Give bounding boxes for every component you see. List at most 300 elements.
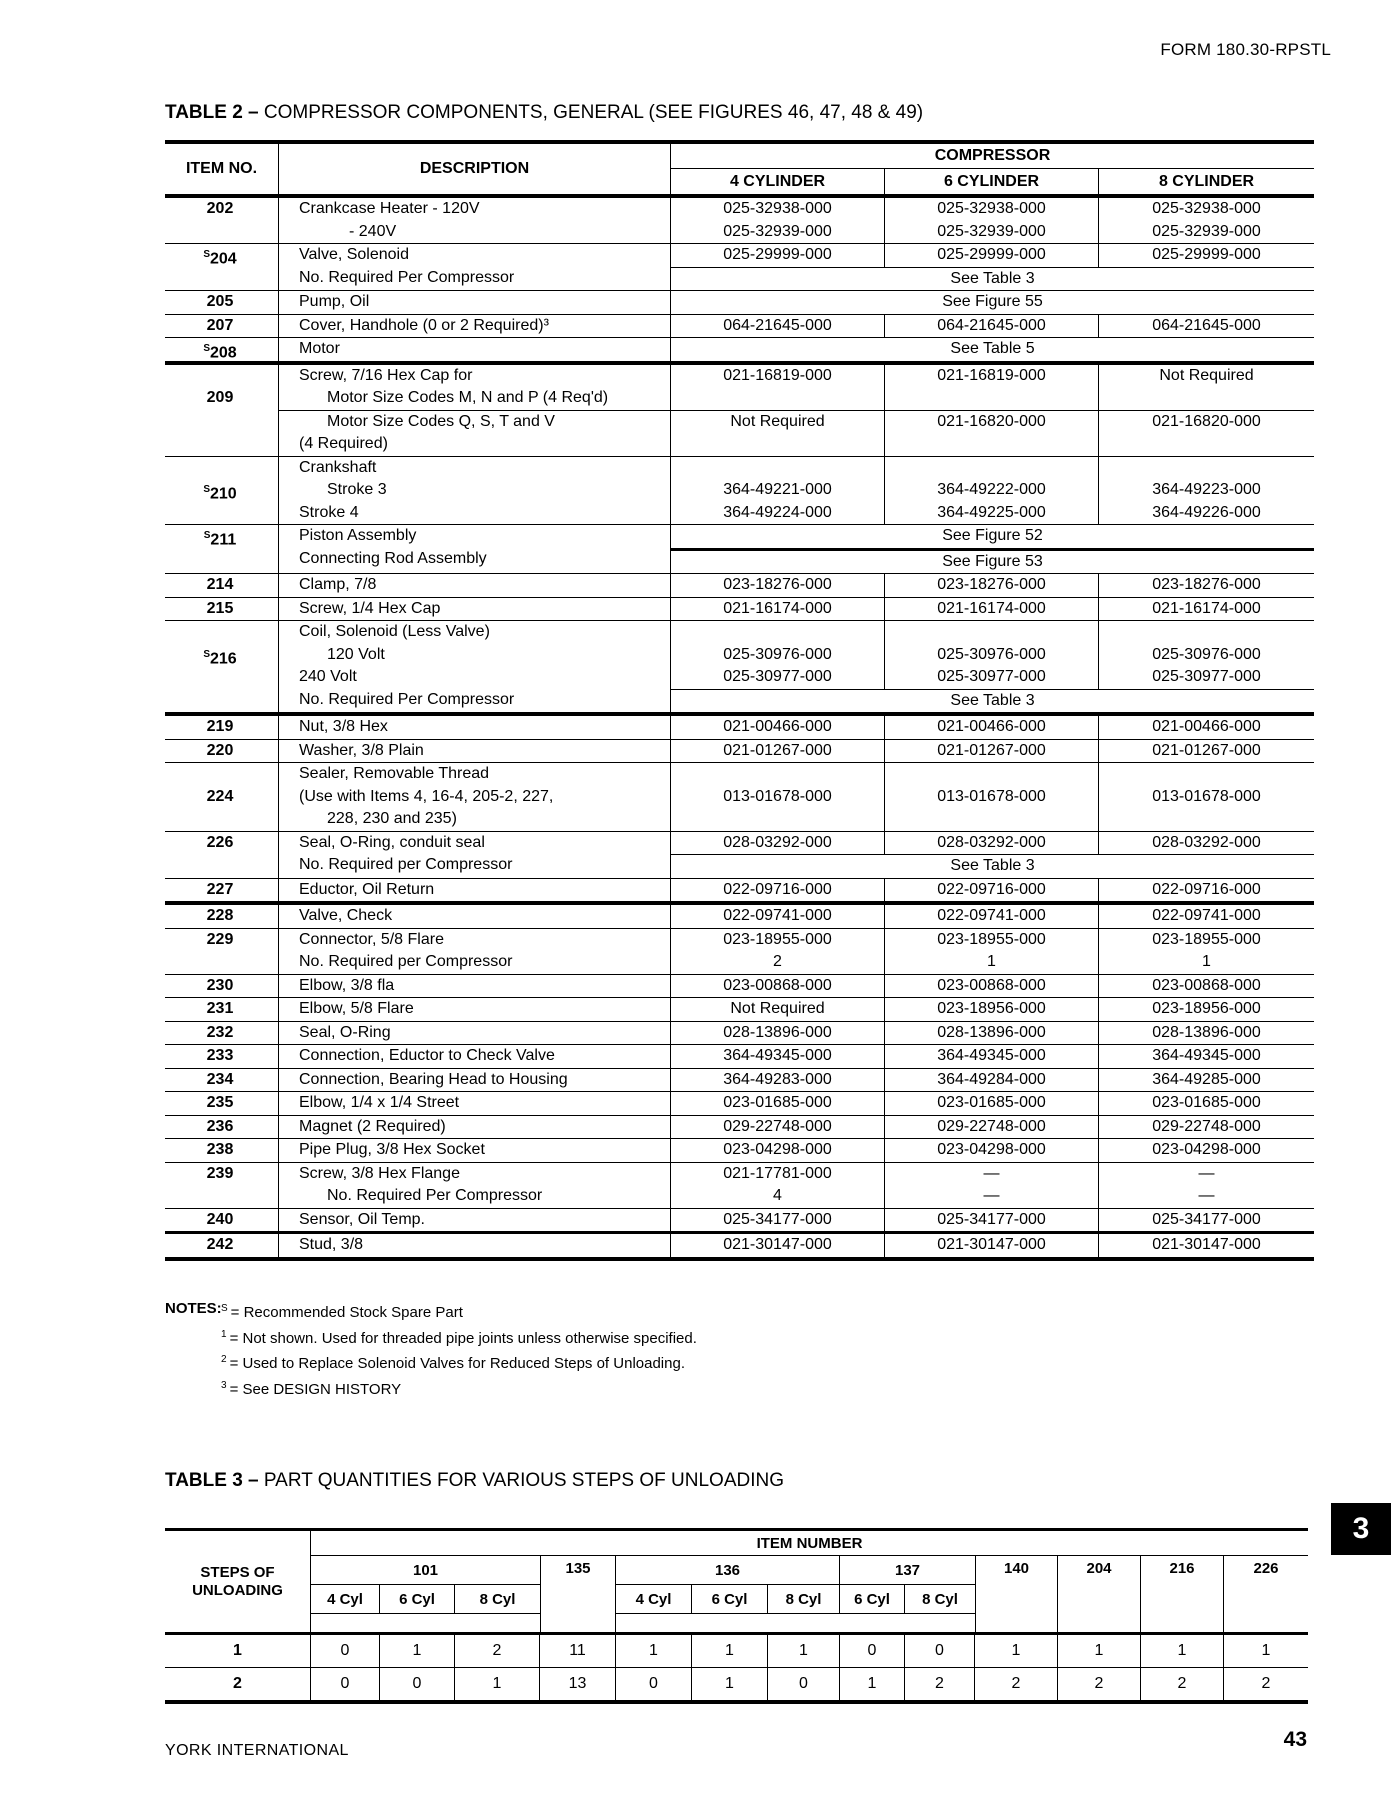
item-no: 236 — [206, 1117, 234, 1135]
part-number-cell: 025-29999-000 — [671, 244, 885, 267]
table2-row-line — [165, 1139, 1314, 1162]
item-no: $^S$210 — [203, 484, 237, 503]
item-no: 240 — [206, 1210, 234, 1228]
description-cell: Magnet (2 Required) — [279, 1116, 671, 1139]
part-number-cell: 364-49225-000 — [885, 502, 1099, 525]
part-number-cell: 023-00868-000 — [671, 975, 885, 998]
description-cell: Crankcase Heater - 120V — [279, 198, 671, 221]
item-no: 235 — [206, 1094, 234, 1111]
item-no: $^S$211 — [203, 530, 237, 549]
table2-row-line — [165, 457, 1314, 480]
part-number-cell: 028-13896-000 — [885, 1022, 1099, 1045]
part-number-cell: 021-30147-000 — [885, 1234, 1099, 1257]
see-reference-cell: See Figure 53 — [671, 548, 1314, 574]
item-no: 214 — [206, 576, 234, 593]
table2-row-line — [165, 1116, 1314, 1139]
quantity-cell: 2 — [975, 1668, 1058, 1700]
item-no: 230 — [206, 976, 234, 994]
cylinder-subheader: 4 Cyl — [311, 1585, 380, 1614]
part-number-cell: 021-16819-000 — [671, 365, 885, 388]
table2-row — [165, 1092, 1314, 1116]
table2-row-line — [165, 689, 1314, 713]
part-number-cell: 021-00466-000 — [1152, 718, 1261, 735]
quantity-cell: 1 — [975, 1635, 1058, 1667]
cylinder-subheader: 4 Cyl — [616, 1585, 692, 1614]
part-number-cell — [671, 433, 885, 456]
table2-row-line — [165, 198, 1314, 221]
table2-row-line — [165, 433, 1314, 456]
notes-label: NOTES: — [165, 1300, 222, 1317]
item-number-header: ITEM NUMBER — [311, 1531, 1308, 1556]
description-cell: Seal, O-Ring — [279, 1022, 671, 1045]
item-no: $^S$216 — [203, 648, 237, 667]
see-reference-cell: See Table 3 — [671, 854, 1314, 878]
part-number-cell: 022-09716-000 — [1152, 880, 1261, 898]
table2-row-line — [165, 598, 1314, 621]
table2-row-line — [165, 244, 1314, 267]
table2-row — [165, 998, 1314, 1022]
part-number-cell: 023-18955-000 — [885, 929, 1099, 952]
part-number-cell: 028-03292-000 — [885, 832, 1099, 855]
col-header-8-cylinder: 8 CYLINDER — [1158, 172, 1255, 190]
note-line — [165, 1349, 697, 1375]
description-cell: Motor Size Codes Q, S, T and V — [279, 410, 671, 434]
part-number-cell: 029-22748-000 — [885, 1116, 1099, 1139]
quantity-cell: 1 — [692, 1668, 768, 1700]
part-number-cell: 025-29999-000 — [885, 244, 1099, 267]
item-group-header: 101 — [311, 1556, 540, 1585]
description-cell: Screw, 1/4 Hex Cap — [279, 598, 671, 621]
note-text: $^S$ = Recommended Stock Spare Part — [221, 1303, 463, 1321]
description-cell: Connection, Eductor to Check Valve — [279, 1045, 671, 1068]
table2-title-label: TABLE 2 – — [165, 102, 259, 123]
item-group-header: 135 — [540, 1556, 616, 1632]
item-no-cell — [165, 763, 279, 786]
item-no-cell — [165, 365, 279, 388]
footer-brand: YORK INTERNATIONAL — [165, 1742, 349, 1759]
col-header-6-cylinder: 6 CYLINDER — [885, 169, 1099, 194]
quantity-cell: 13 — [540, 1668, 616, 1700]
part-number-cell: 2 — [671, 951, 885, 974]
step-cell: 2 — [165, 1668, 311, 1700]
table2-row — [165, 198, 1314, 244]
description-cell: Screw, 3/8 Hex Flange — [279, 1163, 671, 1186]
description-cell: Pipe Plug, 3/8 Hex Socket — [279, 1139, 671, 1162]
table3-title-text: PART QUANTITIES FOR VARIOUS STEPS OF UNLOADING — [263, 1470, 785, 1491]
table2-row-line — [165, 763, 1314, 786]
note-line — [165, 1375, 697, 1401]
part-number-cell: 023-04298-000 — [671, 1139, 885, 1162]
steps-header-line: STEPS OF — [200, 1563, 275, 1581]
quantity-cell: 2 — [1058, 1668, 1141, 1700]
part-number-cell: 023-00868-000 — [885, 975, 1099, 998]
note-line — [165, 1298, 697, 1324]
part-number-cell: — — [885, 1163, 1099, 1186]
part-number-cell — [1099, 433, 1314, 456]
part-number-cell: 064-21645-000 — [1152, 316, 1261, 334]
part-number-cell: 364-49224-000 — [671, 502, 885, 525]
table2-row — [165, 244, 1314, 291]
table2-row-line — [165, 1069, 1314, 1092]
part-number-cell: 025-32938-000 — [1152, 200, 1261, 217]
note-line — [165, 1324, 697, 1350]
col-header-description: DESCRIPTION — [279, 144, 671, 194]
part-number-cell: 022-09741-000 — [1152, 907, 1261, 924]
table2-row-line — [165, 574, 1314, 597]
table2-row — [165, 716, 1314, 740]
table2-row-line — [165, 1185, 1314, 1208]
table2-row — [165, 879, 1314, 906]
part-number-cell: 025-32939-000 — [671, 221, 885, 244]
description-cell: 228, 230 and 235) — [279, 808, 671, 831]
description-cell: (Use with Items 4, 16-4, 205-2, 227, — [279, 786, 671, 809]
table3-title-label: TABLE 3 – — [165, 1470, 259, 1491]
table2-row-line — [165, 644, 1314, 667]
quantity-cell: 1 — [692, 1635, 768, 1667]
table2-row — [165, 1022, 1314, 1046]
description-cell: (4 Required) — [279, 433, 671, 456]
quantity-cell: 0 — [768, 1668, 840, 1700]
quantity-cell: 0 — [616, 1668, 692, 1700]
table2-row-line — [165, 905, 1314, 928]
description-cell: Valve, Check — [279, 905, 671, 928]
part-number-cell: 025-34177-000 — [1152, 1210, 1261, 1228]
table2-row-line — [165, 387, 1314, 410]
part-number-cell: Not Required — [671, 410, 885, 434]
part-number-cell: 025-30976-000 — [885, 644, 1099, 667]
description-cell: Stroke 3 — [279, 479, 671, 502]
part-number-cell: 023-18276-000 — [671, 574, 885, 597]
table2-row — [165, 338, 1314, 365]
description-cell: 120 Volt — [279, 644, 671, 667]
item-group-header: 204 — [1058, 1556, 1141, 1632]
table2-row-line — [165, 365, 1314, 388]
description-cell: No. Required per Compressor — [279, 951, 671, 974]
item-no: 227 — [206, 880, 234, 898]
cylinder-subheader: 6 Cyl — [692, 1585, 768, 1614]
table2-row-line — [165, 666, 1314, 689]
table2-row — [165, 525, 1314, 574]
table2-row-line — [165, 1045, 1314, 1068]
part-number-cell: 364-49221-000 — [671, 479, 885, 502]
part-number-cell: 021-01267-000 — [671, 740, 885, 763]
description-cell: Pump, Oil — [279, 291, 671, 314]
steps-header-line: UNLOADING — [192, 1581, 283, 1599]
table2-row — [165, 598, 1314, 622]
col-header-compressor: COMPRESSOR — [671, 144, 1314, 169]
part-number-cell: 021-16819-000 — [885, 365, 1099, 388]
part-number-cell: 021-00466-000 — [885, 716, 1099, 739]
item-no: 207 — [206, 316, 234, 334]
part-number-cell: 028-03292-000 — [1152, 833, 1261, 851]
table3-body — [165, 1635, 1308, 1700]
part-number-cell: Not Required — [671, 998, 885, 1021]
cylinder-subheader: 6 Cyl — [840, 1585, 905, 1614]
description-cell: 240 Volt — [279, 666, 671, 689]
quantity-cell: 0 — [840, 1635, 905, 1667]
part-number-cell: 025-30977-000 — [1152, 668, 1261, 685]
description-cell: No. Required Per Compressor — [279, 267, 671, 291]
description-cell: - 240V — [279, 221, 671, 244]
part-number-cell: 025-34177-000 — [671, 1209, 885, 1232]
part-number-cell: 028-13896-000 — [671, 1022, 885, 1045]
part-number-cell: 021-16174-000 — [1152, 599, 1261, 617]
item-no: 226 — [206, 833, 234, 851]
table2-row-line — [165, 998, 1314, 1021]
item-no-cell — [165, 951, 279, 974]
part-number-cell: 364-49345-000 — [1152, 1047, 1261, 1064]
description-cell: No. Required Per Compressor — [279, 1185, 671, 1208]
quantity-cell: 1 — [1261, 1642, 1271, 1659]
part-number-cell — [671, 387, 885, 410]
quantity-cell: 0 — [905, 1635, 975, 1667]
table2-row-line — [165, 1022, 1314, 1045]
part-number-cell: 023-18956-000 — [1152, 1000, 1261, 1017]
quantity-cell: 1 — [380, 1635, 455, 1667]
table2-row — [165, 763, 1314, 832]
item-group-header: 226 — [1253, 1560, 1279, 1577]
item-no: 205 — [206, 293, 234, 310]
item-no-cell — [165, 433, 279, 456]
table2-row — [165, 291, 1314, 315]
cylinder-subheader: 8 Cyl — [455, 1585, 540, 1614]
part-number-cell: 025-29999-000 — [1152, 246, 1261, 263]
part-number-cell: 025-30977-000 — [671, 666, 885, 689]
quantity-cell: 11 — [540, 1635, 616, 1667]
item-group-header: 136 — [616, 1556, 840, 1585]
description-cell: Coil, Solenoid (Less Valve) — [279, 621, 671, 644]
col-header-4-cylinder: 4 CYLINDER — [671, 169, 885, 194]
notes — [165, 1298, 697, 1400]
quantity-cell: 1 — [616, 1635, 692, 1667]
table3-header — [165, 1531, 1308, 1635]
item-no-cell — [165, 1185, 279, 1208]
part-number-cell: 023-18955-000 — [671, 929, 885, 952]
part-number-cell: 022-09741-000 — [885, 905, 1099, 928]
part-number-cell: 025-30977-000 — [885, 666, 1099, 689]
table2-row — [165, 1045, 1314, 1069]
part-number-cell: 021-16174-000 — [671, 598, 885, 621]
description-cell: Piston Assembly — [279, 525, 671, 548]
description-cell: Crankshaft — [279, 457, 671, 480]
part-number-cell: 021-01267-000 — [1152, 741, 1261, 759]
part-number-cell: 064-21645-000 — [885, 315, 1099, 338]
part-number-cell: 013-01678-000 — [1152, 787, 1261, 805]
table3-row — [165, 1668, 1308, 1700]
description-cell: Elbow, 5/8 Flare — [279, 998, 671, 1021]
part-number-cell — [1099, 763, 1314, 786]
table2-row-line — [165, 975, 1314, 998]
part-number-cell: 021-01267-000 — [885, 740, 1099, 763]
part-number-cell — [885, 763, 1099, 786]
part-number-cell: 364-49226-000 — [1152, 503, 1261, 521]
part-number-cell: 021-30147-000 — [1152, 1236, 1261, 1253]
table2-row-line — [165, 716, 1314, 739]
table2-row-line — [165, 832, 1314, 855]
quantity-cell: 1 — [1141, 1635, 1224, 1667]
part-number-cell: 364-49223-000 — [1152, 481, 1261, 498]
part-number-cell: 013-01678-000 — [885, 786, 1099, 809]
part-number-cell: 023-04298-000 — [1152, 1141, 1261, 1158]
part-number-cell: 023-04298-000 — [885, 1139, 1099, 1162]
table2-row-line — [165, 740, 1314, 763]
description-cell: Motor — [279, 338, 671, 361]
form-number: FORM 180.30-RPSTL — [1160, 40, 1331, 59]
table2-row — [165, 1116, 1314, 1140]
item-no: 202 — [206, 200, 234, 217]
part-number-cell: 025-32938-000 — [671, 198, 885, 221]
part-number-cell: 023-01685-000 — [671, 1092, 885, 1115]
description-cell: No. Required Per Compressor — [279, 689, 671, 713]
part-number-cell: — — [885, 1185, 1099, 1208]
part-number-cell — [885, 621, 1099, 644]
table2-row-line — [165, 479, 1314, 502]
table2-row — [165, 975, 1314, 999]
part-number-cell — [885, 457, 1099, 480]
part-number-cell: 021-16820-000 — [885, 410, 1099, 434]
table3-row — [165, 1635, 1308, 1668]
item-no: 242 — [206, 1236, 234, 1253]
cylinder-subheader: 8 Cyl — [768, 1585, 840, 1614]
table3 — [165, 1528, 1308, 1704]
quantity-cell: 1 — [455, 1668, 540, 1700]
part-number-cell — [885, 433, 1099, 456]
item-no: $^S$204 — [203, 249, 237, 268]
table2-row — [165, 457, 1314, 526]
description-cell: Connection, Bearing Head to Housing — [279, 1069, 671, 1092]
table2-row-line — [165, 951, 1314, 974]
table2-row-line — [165, 808, 1314, 831]
table2-row — [165, 1234, 1314, 1257]
part-number-cell: 021-00466-000 — [671, 716, 885, 739]
part-number-cell: — — [1198, 1164, 1215, 1182]
table2-row-line — [165, 621, 1314, 644]
part-number-cell — [671, 457, 885, 480]
description-cell: Connecting Rod Assembly — [279, 548, 671, 574]
part-number-cell: 023-00868-000 — [1152, 976, 1261, 994]
table2-row-line — [165, 338, 1314, 361]
table2-row — [165, 905, 1314, 929]
see-reference-cell: See Table 3 — [671, 267, 1314, 291]
part-number-cell — [671, 763, 885, 786]
part-number-cell: 364-49345-000 — [671, 1045, 885, 1068]
part-number-cell: 1 — [885, 951, 1099, 974]
table2-title-text: COMPRESSOR COMPONENTS, GENERAL (SEE FIGURES 46, 47, 48 & 49) — [263, 102, 924, 123]
table2-row-line — [165, 221, 1314, 244]
part-number-cell: 364-49345-000 — [885, 1045, 1099, 1068]
table2-row-line — [165, 267, 1314, 291]
part-number-cell: 029-22748-000 — [1152, 1117, 1261, 1135]
part-number-cell: 028-03292-000 — [671, 832, 885, 855]
table2-row — [165, 621, 1314, 716]
item-no-cell — [165, 410, 279, 434]
cylinder-subheader: 8 Cyl — [905, 1585, 975, 1614]
part-number-cell: 023-18956-000 — [885, 998, 1099, 1021]
table2-row-line — [165, 502, 1314, 525]
description-cell: Valve, Solenoid — [279, 244, 671, 267]
quantity-cell: 0 — [380, 1668, 455, 1700]
description-cell: Screw, 7/16 Hex Cap for — [279, 365, 671, 388]
part-number-cell: 021-16174-000 — [885, 598, 1099, 621]
part-number-cell: 025-30976-000 — [1152, 645, 1261, 663]
quantity-cell: 1 — [1058, 1635, 1141, 1667]
part-number-cell: 025-32939-000 — [1152, 222, 1261, 240]
table2-row — [165, 740, 1314, 764]
description-cell: Eductor, Oil Return — [279, 879, 671, 902]
part-number-cell: 029-22748-000 — [671, 1116, 885, 1139]
item-group-header: 140 — [975, 1556, 1058, 1632]
quantity-cell: 2 — [905, 1668, 975, 1700]
table2-row-line — [165, 291, 1314, 314]
table2-row — [165, 365, 1314, 457]
table2-title — [165, 102, 923, 124]
cylinder-subheader: 6 Cyl — [380, 1585, 455, 1614]
quantity-cell: 0 — [311, 1668, 380, 1700]
table2-row-line — [165, 854, 1314, 878]
page-number: 43 — [1283, 1728, 1307, 1751]
table2-row — [165, 1139, 1314, 1163]
col-header-item-no: ITEM NO. — [165, 144, 279, 194]
item-no: 228 — [206, 907, 234, 924]
part-number-cell: 023-01685-000 — [1152, 1094, 1261, 1111]
item-no-cell — [165, 621, 279, 644]
part-number-cell — [885, 387, 1099, 410]
table3-title — [165, 1470, 784, 1492]
item-no: 238 — [206, 1141, 234, 1158]
item-no: 234 — [206, 1070, 234, 1088]
table2-row-line — [165, 929, 1314, 952]
quantity-cell: 1 — [840, 1668, 905, 1700]
item-group-header: 216 — [1141, 1556, 1224, 1632]
see-reference-cell: See Table 3 — [671, 689, 1314, 713]
part-number-cell — [885, 808, 1099, 831]
part-number-cell: 022-09716-000 — [885, 879, 1099, 902]
note-text: $^3$ = See DESIGN HISTORY — [221, 1379, 402, 1398]
item-group-header: 137 — [840, 1556, 975, 1585]
item-no: 232 — [206, 1023, 234, 1041]
description-cell: Seal, O-Ring, conduit seal — [279, 832, 671, 855]
table2-row-line — [165, 410, 1314, 434]
part-number-cell: 364-49284-000 — [885, 1069, 1099, 1092]
item-no: 215 — [206, 599, 234, 617]
table2-row — [165, 1163, 1314, 1209]
description-cell: No. Required per Compressor — [279, 854, 671, 878]
part-number-cell: 021-16820-000 — [1099, 410, 1314, 434]
step-cell: 1 — [165, 1635, 311, 1667]
table2-row — [165, 929, 1314, 975]
see-reference-cell: See Figure 55 — [942, 293, 1043, 310]
item-no: 231 — [206, 1000, 234, 1017]
note-text: $^2$ = Used to Replace Solenoid Valves for Reduced Steps of Unloading. — [221, 1354, 685, 1372]
item-no: 209 — [206, 389, 234, 406]
table3-steps-header — [165, 1531, 311, 1632]
part-number-cell: 064-21645-000 — [671, 315, 885, 338]
part-number-cell: 022-09716-000 — [671, 879, 885, 902]
quantity-cell: 2 — [455, 1635, 540, 1667]
part-number-cell — [671, 808, 885, 831]
table2-row-line — [165, 1163, 1314, 1186]
item-no: 233 — [206, 1047, 234, 1064]
note-text: $^1$ = Not shown. Used for threaded pipe joints unless otherwise specified. — [221, 1328, 697, 1347]
description-cell: Stud, 3/8 — [279, 1234, 671, 1257]
table2-row-line — [165, 1234, 1314, 1257]
part-number-cell — [671, 621, 885, 644]
part-number-cell: 021-17781-000 — [671, 1163, 885, 1186]
table2-row-line — [165, 786, 1314, 809]
description-cell: Stroke 4 — [279, 502, 671, 525]
table2-row — [165, 832, 1314, 879]
description-cell: Connector, 5/8 Flare — [279, 929, 671, 952]
